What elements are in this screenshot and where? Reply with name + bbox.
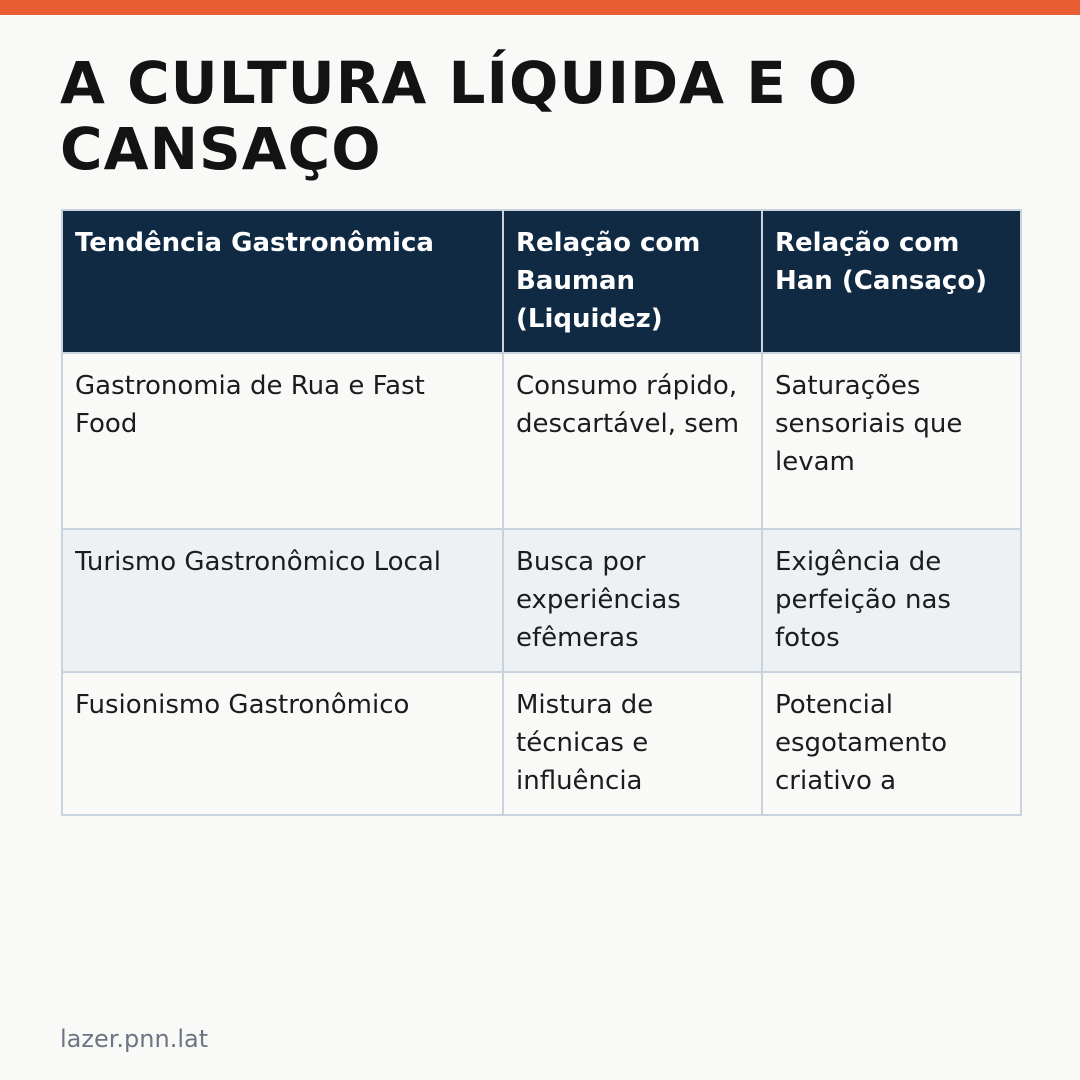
cell-text: Saturações sensoriais que levam xyxy=(775,371,963,477)
table-row xyxy=(62,672,1021,815)
footer-site: lazer.pnn.lat xyxy=(60,1025,209,1053)
cell-text: Consumo rápido, descartável, sem xyxy=(516,371,740,439)
cell-text: Mistura de técnicas e influência xyxy=(516,690,654,796)
page-title: A CULTURA LÍQUIDA E O CANSAÇO xyxy=(60,49,859,183)
accent-bar xyxy=(0,0,1080,15)
cell-text: Potencial esgotamento criativo a xyxy=(775,690,947,796)
cell-han xyxy=(762,672,1021,815)
cell-bauman xyxy=(503,672,762,815)
cell-text: Gastronomia de Rua e Fast Food xyxy=(75,371,425,439)
comparison-table xyxy=(61,209,1022,816)
cell-text: Turismo Gastronômico Local xyxy=(75,547,442,577)
cell-trend xyxy=(62,672,503,815)
cell-trend xyxy=(62,353,503,529)
header-bauman: Relação com Bauman (Liquidez) xyxy=(503,210,762,353)
cell-text: Fusionismo Gastronômico xyxy=(75,690,410,720)
table-row xyxy=(62,529,1021,672)
cell-bauman xyxy=(503,353,762,529)
cell-text: Busca por experiências efêmeras xyxy=(516,547,681,653)
header-han: Relação com Han (Cansaço) xyxy=(762,210,1021,353)
cell-han xyxy=(762,529,1021,672)
header-trend: Tendência Gastronômica xyxy=(62,210,503,353)
cell-text: Exigência de perfeição nas fotos xyxy=(775,547,951,653)
cell-bauman xyxy=(503,529,762,672)
cell-han xyxy=(762,353,1021,529)
table-header-row xyxy=(62,210,1021,353)
table-row xyxy=(62,353,1021,529)
cell-trend xyxy=(62,529,503,672)
